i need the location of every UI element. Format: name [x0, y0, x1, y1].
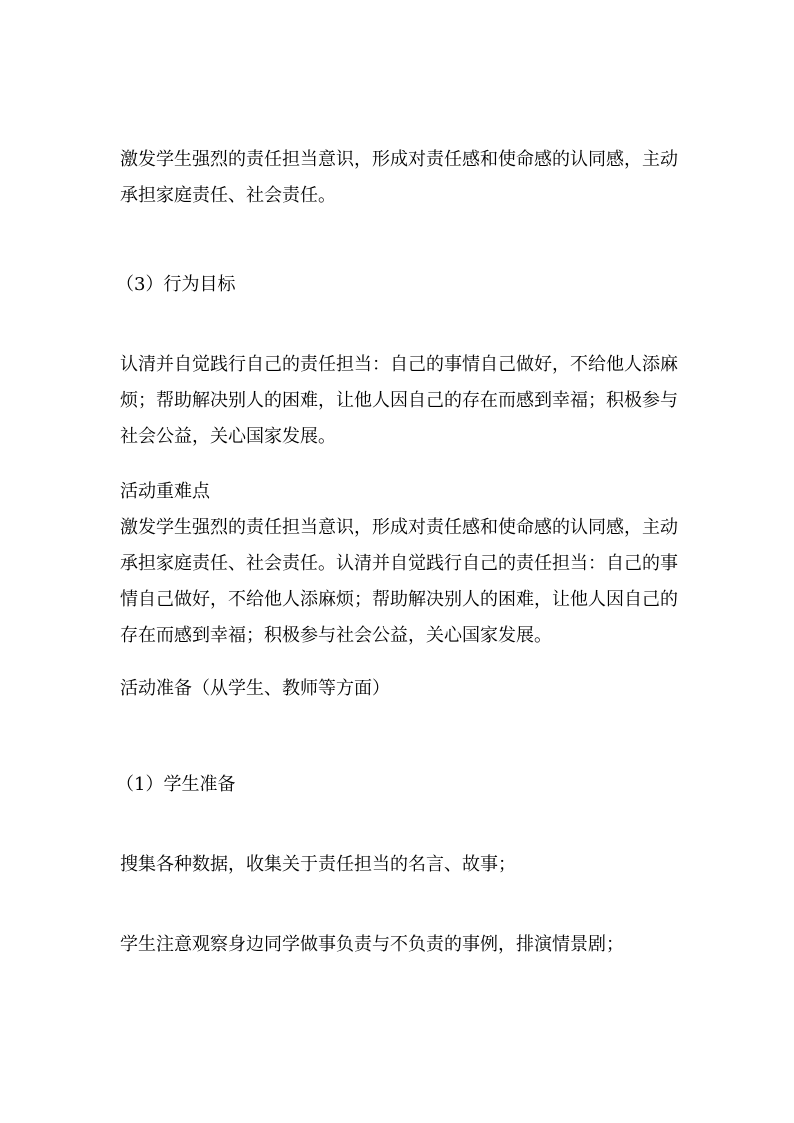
heading-activity-preparation: 活动准备（从学生、教师等方面）	[120, 678, 390, 699]
paragraph-emotion-goal: 激发学生强烈的责任担当意识，形成对责任感和使命感的认同感，主动承担家庭责任、社会责任。	[120, 149, 678, 206]
heading-behavior-goal: （3）行为目标	[116, 274, 236, 295]
heading-student-preparation: （1）学生准备	[116, 774, 236, 795]
paragraph-key-difficulties: 激发学生强烈的责任担当意识，形成对责任感和使命感的认同感，主动承担家庭责任、社会责任。认清并自觉践行自己的责任担当：自己的事情自己做好，不给他人添麻烦；帮助解决别人的困难，让他人因自己的存在而感到幸福；积极参与社会公益，关心国家发展。	[120, 517, 678, 646]
heading-key-difficulties: 活动重难点	[120, 481, 210, 502]
paragraph-collect-materials: 搜集各种数据，收集关于责任担当的名言、故事；	[120, 854, 516, 875]
paragraph-behavior-goal: 认清并自觉践行自己的责任担当：自己的事情自己做好，不给他人添麻烦；帮助解决别人的困难，让他人因自己的存在而感到幸福；积极参与社会公益，关心国家发展。	[120, 354, 678, 447]
paragraph-observe-examples: 学生注意观察身边同学做事负责与不负责的事例，排演情景剧；	[120, 934, 624, 955]
